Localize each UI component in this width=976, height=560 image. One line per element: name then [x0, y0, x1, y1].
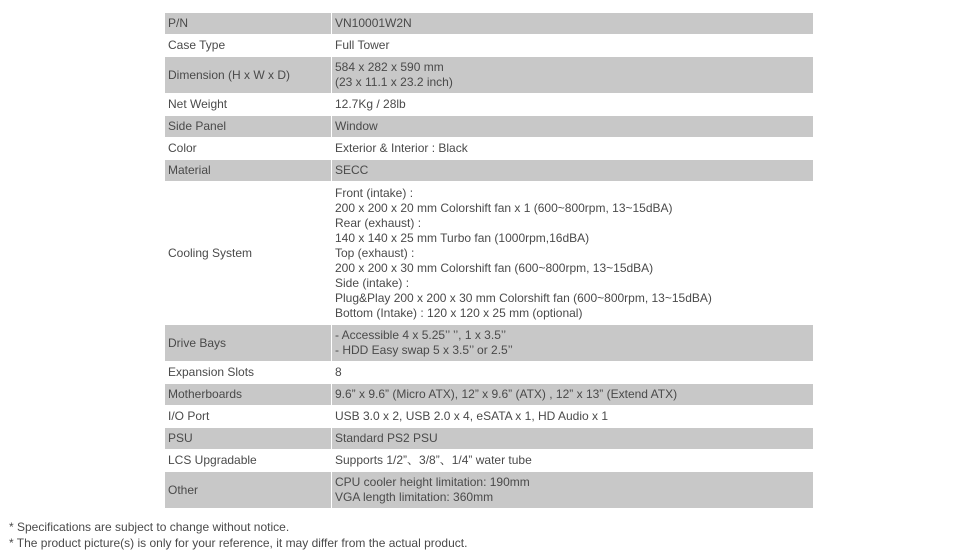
spec-row — [165, 406, 814, 428]
spec-label: Other — [165, 472, 332, 509]
spec-value-line: (23 x 11.1 x 23.2 inch) — [335, 75, 453, 89]
spec-value-line: 200 x 200 x 30 mm Colorshift fan (600~800rpm, 13~15dBA) — [335, 260, 654, 275]
spec-label: I/O Port — [165, 406, 332, 428]
spec-value-line: CPU cooler height limitation: 190mm — [335, 475, 530, 489]
spec-value — [332, 35, 814, 57]
spec-value — [332, 116, 814, 138]
footnote-specs-change: * Specifications are subject to change without notice. — [9, 520, 290, 534]
spec-value-line: VGA length limitation: 360mm — [335, 490, 494, 504]
spec-row — [165, 182, 814, 325]
spec-value-line: Full Tower — [335, 38, 390, 52]
spec-value-line: 8 — [335, 365, 342, 379]
spec-label: LCS Upgradable — [165, 450, 332, 472]
spec-label: Net Weight — [165, 94, 332, 116]
spec-value-line: VN10001W2N — [335, 16, 412, 30]
spec-value — [332, 450, 814, 472]
spec-value-line: 584 x 282 x 590 mm — [335, 60, 444, 74]
spec-row — [165, 325, 814, 362]
spec-row — [165, 116, 814, 138]
spec-label: Expansion Slots — [165, 362, 332, 384]
spec-row — [165, 160, 814, 182]
spec-table — [164, 12, 814, 509]
spec-label: Side Panel — [165, 116, 332, 138]
spec-value — [332, 384, 814, 406]
spec-value — [332, 94, 814, 116]
spec-value — [332, 406, 814, 428]
spec-value — [332, 57, 814, 94]
spec-value-line: Bottom (Intake) : 120 x 120 x 25 mm (optional) — [335, 305, 583, 320]
spec-row — [165, 35, 814, 57]
spec-row — [165, 94, 814, 116]
spec-value — [332, 160, 814, 182]
spec-value — [332, 13, 814, 35]
spec-label: Cooling System — [165, 182, 332, 325]
spec-label: Motherboards — [165, 384, 332, 406]
spec-value-line: 200 x 200 x 20 mm Colorshift fan x 1 (600~800rpm, 13~15dBA) — [335, 200, 673, 215]
spec-label: P/N — [165, 13, 332, 35]
spec-label: Drive Bays — [165, 325, 332, 362]
spec-label: Material — [165, 160, 332, 182]
footnotes — [9, 519, 467, 551]
spec-label: Dimension (H x W x D) — [165, 57, 332, 94]
spec-value-line: 140 x 140 x 25 mm Turbo fan (1000rpm,16dBA) — [335, 230, 590, 245]
spec-row — [165, 472, 814, 509]
spec-value-line: SECC — [335, 163, 369, 177]
spec-value-line: Side (intake) : — [335, 275, 410, 290]
spec-value-line: Exterior & Interior : Black — [335, 141, 468, 155]
spec-value — [332, 362, 814, 384]
spec-row — [165, 138, 814, 160]
spec-value-line: Front (intake) : — [335, 185, 414, 200]
spec-value-line: Standard PS2 PSU — [335, 431, 438, 445]
spec-value-line: Rear (exhaust) : — [335, 215, 422, 230]
spec-label: Color — [165, 138, 332, 160]
spec-row — [165, 362, 814, 384]
spec-table-body — [165, 13, 814, 509]
spec-value-line: - Accessible 4 x 5.25’’ ’’, 1 x 3.5’’ — [335, 328, 506, 342]
spec-value-line: Top (exhaust) : — [335, 245, 415, 260]
spec-value-line: 9.6” x 9.6” (Micro ATX), 12” x 9.6” (ATX) , 12” x 13” (Extend ATX) — [335, 387, 678, 401]
spec-value — [332, 472, 814, 509]
spec-row — [165, 450, 814, 472]
spec-value-line: Plug&Play 200 x 200 x 30 mm Colorshift fan (600~800rpm, 13~15dBA) — [335, 290, 712, 305]
spec-row — [165, 428, 814, 450]
spec-label: Case Type — [165, 35, 332, 57]
spec-label: PSU — [165, 428, 332, 450]
spec-row — [165, 13, 814, 35]
spec-value-line: USB 3.0 x 2, USB 2.0 x 4, eSATA x 1, HD Audio x 1 — [335, 409, 609, 423]
spec-value — [332, 138, 814, 160]
spec-value-line: - HDD Easy swap 5 x 3.5’’ or 2.5’’ — [335, 343, 513, 357]
footnote-picture-reference: * The product picture(s) is only for your reference, it may differ from the actual product. — [9, 536, 468, 550]
spec-value — [332, 325, 814, 362]
spec-value-line: 12.7Kg / 28lb — [335, 97, 406, 111]
spec-row — [165, 57, 814, 94]
spec-value-line: Supports 1/2”、3/8”、1/4” water tube — [335, 453, 532, 467]
spec-row — [165, 384, 814, 406]
spec-value — [332, 182, 814, 325]
spec-value-line: Window — [335, 119, 378, 133]
spec-value — [332, 428, 814, 450]
